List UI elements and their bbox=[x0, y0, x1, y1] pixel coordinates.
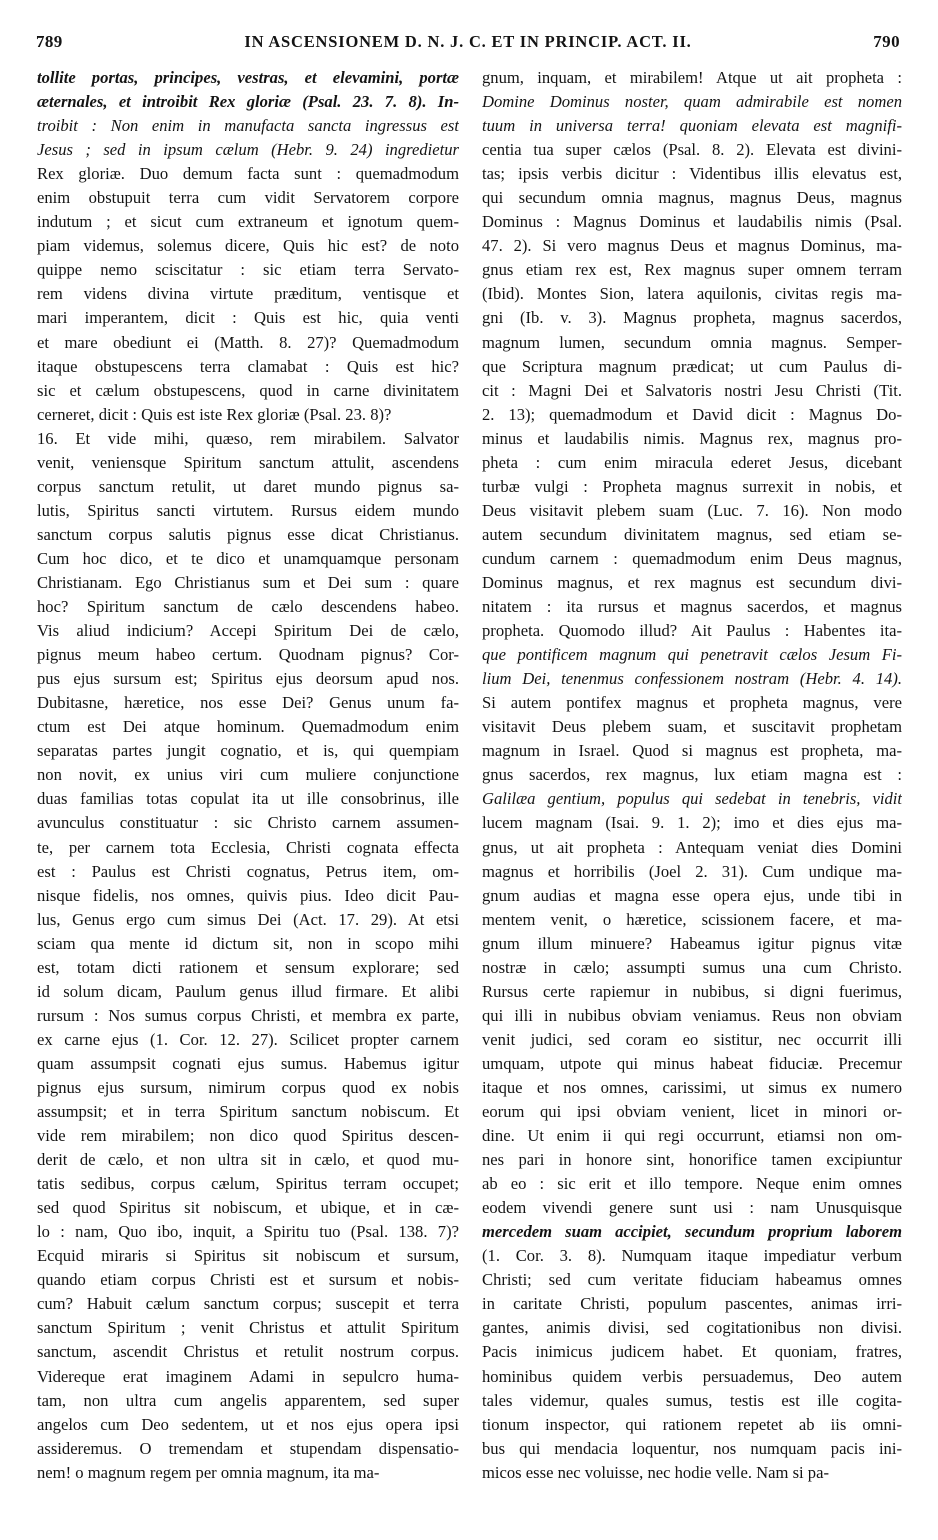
text-line: cit : Magni Dei et Salvatoris nostri Jesu Christi (Tit. bbox=[482, 380, 902, 400]
text-line: minus et laudabilis nimis. Magnus rex, magnus pro- bbox=[482, 428, 902, 448]
text-line: Dominus : Magnus Dominus et laudabilis nimis (Psal. bbox=[482, 212, 902, 232]
text-line: 47. 2). Si vero magnus Deus et magnus Dominus, ma- bbox=[482, 236, 902, 256]
text-line: tales videmur, quales sumus, testis est ille cogita- bbox=[482, 1390, 902, 1410]
text-line: rem videns divina virtute præditum, ventisque et bbox=[37, 284, 459, 304]
text-line: sic et cælum obstupescens, quod in carne divinitatem bbox=[37, 380, 459, 400]
text-line: sanctum, ascendit Christus et retulit nostrum corpus. bbox=[37, 1342, 459, 1362]
text-line: autem secundum divinitatem magnus, sed etiam se- bbox=[482, 524, 902, 544]
text-line: que Scriptura magnum prædicat; ut cum Paulus di- bbox=[482, 356, 902, 376]
text-line: tionum inspector, qui rationem repetet ab iis omni- bbox=[482, 1414, 902, 1434]
text-line: Rursus certe rapiemur in nubibus, si digni fuerimus, bbox=[482, 981, 902, 1001]
text-line: tas; ipsis verbis dicitur : Videntibus illis elevatus est, bbox=[482, 164, 902, 184]
text-line: quando etiam corpus Christi est et sursum et nobis- bbox=[37, 1270, 459, 1290]
right-text-column bbox=[482, 66, 902, 1485]
text-line: pus ejus sursum est; Spiritus ejus deorsum apud nos. bbox=[37, 669, 459, 689]
text-line: te, per carnem tota Ecclesia, Christi cognata effecta bbox=[37, 837, 459, 857]
text-line: itaque et nos omnes, carissimi, ut simus ex numero bbox=[482, 1077, 902, 1097]
text-line: Christianam. Ego Christianus sum et Dei sum : quare bbox=[37, 572, 459, 592]
text-line: Rex gloriæ. Duo demum facta sunt : quemadmodum bbox=[37, 164, 459, 184]
text-line: mercedem suam accipiet, secundum proprium laborem bbox=[482, 1222, 902, 1242]
text-line: sed quod Spiritus sit nobiscum, et ubique, et in cæ- bbox=[37, 1198, 459, 1218]
text-line: magnum in Israel. Quod si magnus est propheta, ma- bbox=[482, 741, 902, 761]
text-line: tam, non ultra cum angelis apparentem, sed super bbox=[37, 1390, 459, 1410]
text-line: in caritate Christi, populum pascentes, animas irri- bbox=[482, 1294, 902, 1314]
text-line: sanctum Spiritum ; venit Christus et attulit Spiritum bbox=[37, 1318, 459, 1338]
text-line: indutum ; et sicut cum extraneum et ignotum quem- bbox=[37, 212, 459, 232]
text-line: magnus et horribilis (Joel 2. 31). Cum undique ma- bbox=[482, 861, 902, 881]
text-line: cum? Habuit cælum sanctum corpus; suscepit et terra bbox=[37, 1294, 459, 1314]
text-line: est : Paulus est Christi cognatus, Petrus item, om- bbox=[37, 861, 459, 881]
text-line: duas familias totas copulat ita ut ille consobrinus, ille bbox=[37, 789, 459, 809]
text-line: gnus, ut ait propheta : Antequam veniat dies Domini bbox=[482, 837, 902, 857]
text-line: lucem magnam (Isai. 9. 1. 2); imo et dies ejus ma- bbox=[482, 813, 902, 833]
text-line: vide rem mirabilem; non dico quod Spiritus descen- bbox=[37, 1126, 459, 1146]
text-line: non novit, ex unius viri cum muliere conjunctione bbox=[37, 765, 459, 785]
text-line: centia tua super cælos (Psal. 8. 2). Elevata est divini- bbox=[482, 140, 902, 160]
text-line: gnus sacerdos, rex magnus, lux etiam magna est : bbox=[482, 765, 902, 785]
text-line: turbæ vulgi : Propheta magnus surrexit in nobis, et bbox=[482, 476, 902, 496]
text-line: mentem venit, o hæretice, scissionem facere, et ma- bbox=[482, 909, 902, 929]
text-line: venit judici, sed coram eo sistitur, nec occurrit illi bbox=[482, 1029, 902, 1049]
text-line: piam videmus, solemus dicere, Quis hic est? de noto bbox=[37, 236, 459, 256]
text-line: dine. Ut enim ii qui regi occurrunt, etiamsi non om- bbox=[482, 1126, 902, 1146]
text-line: micos esse nec voluisse, nec hodie velle. Nam si pa- bbox=[482, 1462, 829, 1482]
text-line: tuum in universa terra! quoniam elevata est magnifi- bbox=[482, 116, 902, 136]
text-line: quippe nemo sciscitatur : sic etiam terra Servato- bbox=[37, 260, 459, 280]
text-line: Vis aliud indicium? Accepi Spiritum Dei de cælo, bbox=[37, 621, 459, 641]
text-line: corpus sanctum retulit, ut daret mundo pignus sa- bbox=[37, 476, 459, 496]
text-line: assideremus. O tremendam et stupendam dispensatio- bbox=[37, 1438, 459, 1458]
text-line: nostræ in cælo; assumpti sumus una cum Christo. bbox=[482, 957, 902, 977]
text-line: Domine Dominus noster, quam admirabile est nomen bbox=[482, 92, 902, 112]
text-line: gnum illum minuere? Habeamus igitur pignus vitæ bbox=[482, 933, 902, 953]
text-line: Pacis inimicus judicem habet. Et quoniam, fratres, bbox=[482, 1342, 902, 1362]
page-number-right: 790 bbox=[873, 32, 900, 51]
text-line: 16. Et vide mihi, quæso, rem mirabilem. Salvator bbox=[37, 428, 459, 448]
text-line: umquam, utpote qui minus habeat fiduciæ. Precemur bbox=[482, 1053, 902, 1073]
page-number-left: 789 bbox=[36, 32, 63, 51]
text-line: tollite portas, principes, vestras, et elevamini, portæ bbox=[37, 68, 459, 87]
text-line: Deus visitavit plebem suam (Luc. 7. 16). Non modo bbox=[482, 500, 902, 520]
text-line: Cum hoc dico, et te dico et unamquamque personam bbox=[37, 548, 459, 568]
text-line: mari imperantem, dicit : Quis est hic, quia venti bbox=[37, 308, 459, 328]
text-line: nem! o magnum regem per omnia magnum, ita ma- bbox=[37, 1462, 380, 1482]
text-line: ctum est Dei atque hominum. Quemadmodum enim bbox=[37, 717, 459, 737]
text-line: assumpsit; et in terra Spiritum sanctum nobiscum. Et bbox=[37, 1102, 459, 1122]
text-line: enim obstupuit terra cum vidit Servatorem corpore bbox=[37, 188, 459, 208]
text-line: avunculus constituatur : sic Christo carnem assumen- bbox=[37, 813, 459, 833]
text-line: 2. 13); quemadmodum et David dicit : Magnus Do- bbox=[482, 404, 902, 424]
text-line: cerneret, dicit : Quis est iste Rex gloriæ (Psal. 23. 8)? bbox=[37, 404, 392, 424]
text-line: propheta. Quomodo illud? Ait Paulus : Habentes ita- bbox=[482, 621, 902, 641]
text-line: lutis, Spiritus sancti virtutem. Rursus eidem mundo bbox=[37, 500, 459, 520]
text-line: cundum carnem : quemadmodum enim Deus magnus, bbox=[482, 548, 902, 568]
text-line: Dubitasne, hæretice, nos esse Dei? Genus unum fa- bbox=[37, 693, 459, 713]
text-line: est, totam dicti rationem et sensum explorare; sed bbox=[37, 957, 459, 977]
text-line: pheta : cum enim miracula ederet Jesus, dicebant bbox=[482, 452, 902, 472]
text-line: Ecquid miraris si Spiritus sit nobiscum et sursum, bbox=[37, 1246, 459, 1266]
text-line: itaque obstupescens terra clamabat : Quis est hic? bbox=[37, 356, 459, 376]
text-line: pignus ejus sursum, nimirum corpus quod ex nobis bbox=[37, 1077, 459, 1097]
text-line: gni (Ib. v. 3). Magnus propheta, magnus sacerdos, bbox=[482, 308, 902, 328]
text-line: Jesus ; sed in ipsum cælum (Hebr. 9. 24) ingredietur bbox=[37, 140, 459, 160]
text-line: separatas partes jungit cognatio, et is, qui quempiam bbox=[37, 741, 459, 761]
text-line: hoc? Spiritum sanctum de cælo descendens habeo. bbox=[37, 597, 459, 617]
text-line: qui illi in nubibus obviam veniamus. Reus non obviam bbox=[482, 1005, 902, 1025]
text-line: derit de cælo, et non ultra sit in cælo, et quod mu- bbox=[37, 1150, 459, 1170]
text-line: tatis sedibus, corpus cælum, Spiritus terram occupet; bbox=[37, 1174, 459, 1194]
text-line: rursum : Nos sumus corpus Christi, et membra ex parte, bbox=[37, 1005, 459, 1025]
text-line: gnum, inquam, et mirabilem! Atque ut ait propheta : bbox=[482, 68, 902, 87]
text-line: et mare obediunt ei (Matth. 8. 27)? Quemadmodum bbox=[37, 332, 459, 352]
text-line: hominibus quidem verbis persuademus, Deo autem bbox=[482, 1366, 902, 1386]
text-line: magnum lumen, secundum omnia magnus. Semper- bbox=[482, 332, 902, 352]
text-line: eodem vivendi genere sunt usi : nam Unusquisque bbox=[482, 1198, 902, 1218]
text-line: venit, veniensque Spiritum sanctum attulit, ascendens bbox=[37, 452, 459, 472]
text-line: Galilæa gentium, populus qui sedebat in tenebris, vidit bbox=[482, 789, 902, 809]
text-line: Videreque erat imaginem Adami in sepulcro huma- bbox=[37, 1366, 459, 1386]
text-line: troibit : Non enim in manufacta sancta ingressus est bbox=[37, 116, 459, 136]
text-line: qui secundum omnia magnus, magnus Deus, magnus bbox=[482, 188, 902, 208]
text-line: lus, Genus ergo cum simus Dei (Act. 17. 29). At etsi bbox=[37, 909, 459, 929]
text-line: Christi; sed cum veritate fiduciam habeamus omnes bbox=[482, 1270, 902, 1290]
text-line: que pontificem magnum qui penetravit cælos Jesum Fi- bbox=[482, 645, 902, 665]
text-line: sciam qua mente id dictum sit, non in scopo mihi bbox=[37, 933, 459, 953]
running-title: IN ASCENSIONEM D. N. J. C. ET IN PRINCIP. ACT. II. bbox=[244, 32, 692, 51]
text-line: id solum dicam, Paulum genus illud firmare. Et alibi bbox=[37, 981, 459, 1001]
running-header bbox=[36, 32, 900, 58]
text-line: Si autem pontifex magnus et propheta magnus, vere bbox=[482, 693, 902, 713]
text-line: lium Dei, tenenmus confessionem nostram (Hebr. 4. 14). bbox=[482, 669, 902, 689]
text-line: angelos cum Deo sedentem, ut et nos ejus opera ipsi bbox=[37, 1414, 459, 1434]
text-line: gnum audias et magna esse opera ejus, unde tibi in bbox=[482, 885, 902, 905]
text-line: visitavit Deus plebem suam, et suscitavit prophetam bbox=[482, 717, 902, 737]
text-line: ab eo : sic erit et illo tempore. Neque enim omnes bbox=[482, 1174, 902, 1194]
text-line: (1. Cor. 3. 8). Numquam itaque impediatur verbum bbox=[482, 1246, 902, 1266]
text-line: gnus etiam rex est, Rex magnus super omnem terram bbox=[482, 260, 902, 280]
text-line: nes pari in honore sint, honorifice tamen excipiuntur bbox=[482, 1150, 902, 1170]
text-line: Dominus magnus, et rex magnus est secundum divi- bbox=[482, 572, 902, 592]
text-line: pignus meum habeo certum. Quodnam pignus? Cor- bbox=[37, 645, 459, 665]
text-line: ex carne ejus (1. Cor. 12. 27). Scilicet propter carnem bbox=[37, 1029, 459, 1049]
text-line: (Ibid). Montes Sion, latera aquilonis, civitas regis ma- bbox=[482, 284, 902, 304]
left-text-column bbox=[37, 66, 459, 1485]
text-line: gantes, animis divisi, sed cogitationibus non divisi. bbox=[482, 1318, 902, 1338]
text-line: æternales, et introibit Rex gloriæ (Psal. 23. 7. 8). In- bbox=[37, 92, 459, 112]
text-line: lo : nam, Quo ibo, inquit, a Spiritu tuo (Psal. 138. 7)? bbox=[37, 1222, 459, 1242]
text-line: quam assumpsit cognati ejus sumus. Habemus igitur bbox=[37, 1053, 459, 1073]
text-line: nisque fidelis, nos omnes, quivis pius. Ideo dicit Pau- bbox=[37, 885, 459, 905]
text-line: sanctum corpus salutis pignus esse dicat Christianus. bbox=[37, 524, 459, 544]
text-line: bus qui mendacia loquentur, nos numquam pacis ini- bbox=[482, 1438, 902, 1458]
text-line: eorum qui ipsi obviam venient, licet in minori or- bbox=[482, 1102, 902, 1122]
text-line: nitatem : ita rursus et magnus sacerdos, et magnus bbox=[482, 597, 902, 617]
